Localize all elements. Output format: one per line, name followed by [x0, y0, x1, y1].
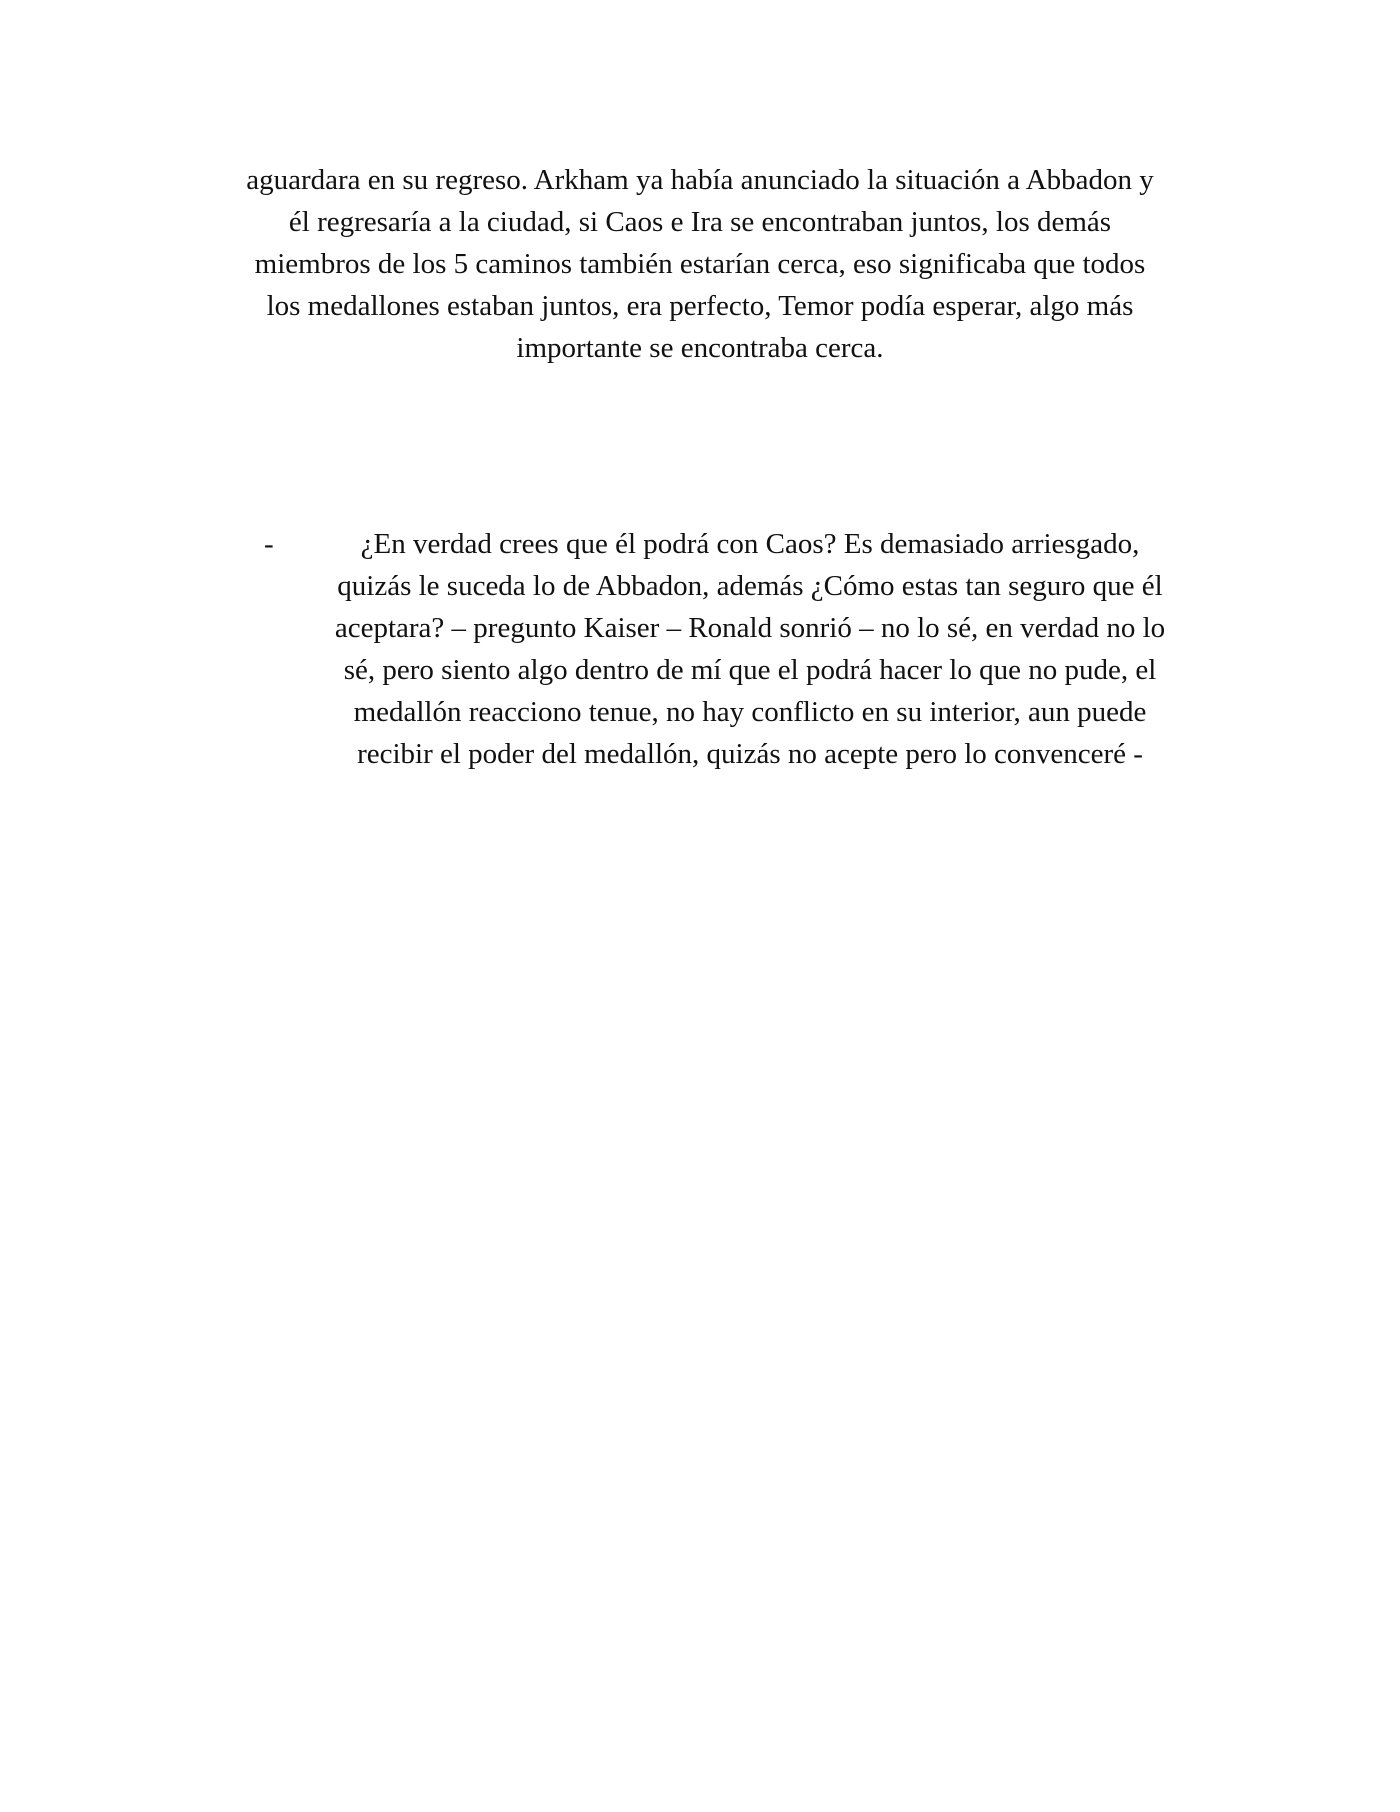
dialogue-paragraph: [270, 523, 1230, 775]
text-line: recibir el poder del medallón, quizás no acepte pero lo convenceré -: [357, 738, 1143, 770]
text-line: miembros de los 5 caminos también estarían cerca, eso significaba que todos: [254, 248, 1146, 280]
text-line: él regresaría a la ciudad, si Caos e Ira se encontraban juntos, los demás: [288, 206, 1112, 238]
text-line: ¿En verdad crees que él podrá con Caos? Es demasiado arriesgado,: [360, 528, 1140, 560]
text-line: los medallones estaban juntos, era perfecto, Temor podía esperar, algo más: [266, 290, 1134, 322]
text-line: medallón reacciono tenue, no hay conflicto en su interior, aun puede: [353, 696, 1147, 728]
text-line: quizás le suceda lo de Abbadon, además ¿Cómo estas tan seguro que él: [337, 570, 1163, 602]
dialogue-dash-bullet: -: [264, 528, 274, 560]
text-line: aceptara? – pregunto Kaiser – Ronald sonrió – no lo sé, en verdad no lo: [334, 612, 1166, 644]
text-line: aguardara en su regreso. Arkham ya había anunciado la situación a Abbadon y: [246, 164, 1154, 196]
text-line: importante se encontraba cerca.: [516, 332, 884, 364]
narrative-paragraph: [160, 159, 1240, 369]
text-line: sé, pero siento algo dentro de mí que el podrá hacer lo que no pude, el: [343, 654, 1157, 686]
